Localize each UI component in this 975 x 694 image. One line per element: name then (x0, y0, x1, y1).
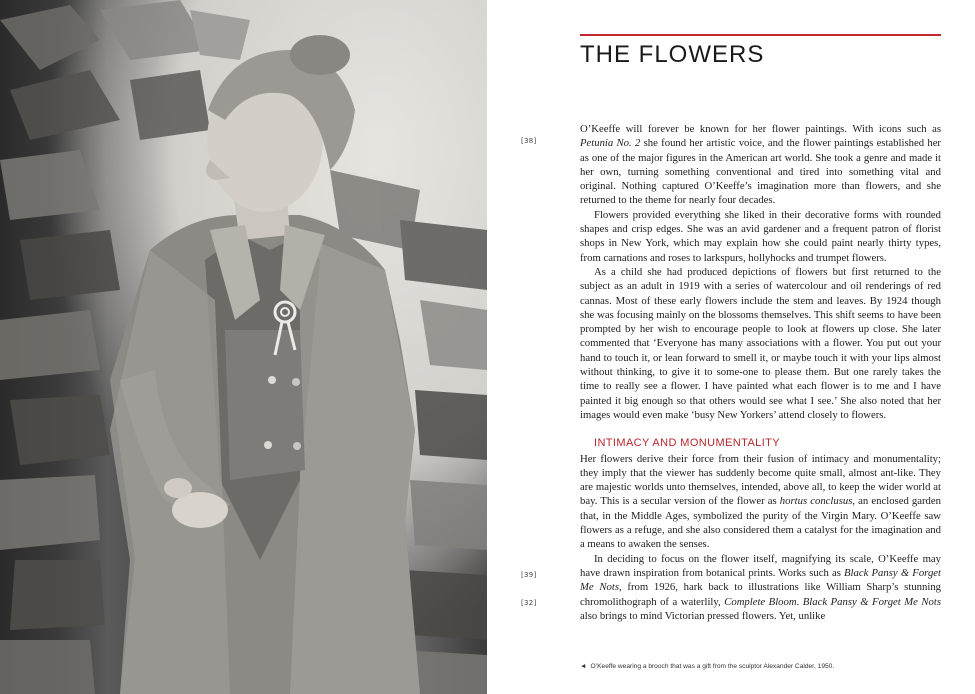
body-text (580, 122, 941, 623)
paragraph (580, 265, 941, 422)
photo-caption (580, 663, 834, 670)
text-run: , an enclosed garden that, in the Middle Ages, symbolized the purity of the Virgin Mary. O’Keeffe saw flowers as a refuge, and she also considered them a catalyst for the imagination and a means to awaken the senses. (580, 495, 941, 551)
margin-reference: [32] (521, 599, 537, 607)
text-run: also brings to mind Victorian pressed flowers. Yet, unlike (580, 609, 826, 622)
paragraph (580, 452, 941, 552)
italic-title: Black Pansy & Forget Me Nots (580, 566, 941, 594)
italic-title: hortus conclusus (779, 495, 853, 508)
paragraph (580, 122, 941, 208)
text-run: As a child she had produced depictions of flowers but first returned to the subject as an adult in 1919 with a series of watercolour and oil renderings of red cannas. Most of these early flowers include the stem and leaves. By 1924 though she was focusing mainly on the blossoms themselves. This shift seems to have been prompted by her wish to encourage people to look at flowers up close. She later commented that ‘Everyone has many associations with a flower. You put out your hand to touch it, or lean forward to smell it, or maybe touch it with your lips almost without thinking, to give it to some-one to please them. But one rarely takes the time to really see a flower. I have painted what each flower is to me and I have painted it big enough so that others would see what I see.’ She also noted that her images would even make ‘busy New Yorkers’ attend closely to flowers. (580, 265, 941, 421)
italic-title: Petunia No. 2 (580, 137, 641, 150)
text-run: Flowers provided everything she liked in their decorative forms with rounded shapes and crisp edges. She was an avid gardener and a frequent patron of florist shops in New York, which may explain how she could paint nearly thirty types, from carnations and roses to larkspurs, hollyhocks and trumpet flowers. (580, 208, 941, 264)
margin-reference: [39] (521, 571, 537, 579)
text-run: , from 1926, hark back to illustrations like William Sharp’s stunning chromolithograph of a waterlily, (580, 581, 942, 608)
text-run: Her flowers derive their force from their fusion of intimacy and monumentality; they imply that the viewer has suddenly become quite small, almost ant-like. They are majestic worlds unto themselves, intended, above all, to keep the wider world at bay. This is a secular version of the flower as (580, 452, 941, 508)
italic-title: Complete Bloom (724, 595, 797, 608)
portrait-illustration (0, 0, 487, 694)
text-run: In deciding to focus on the flower itself, magnifying its scale, O’Keeffe may have drawn inspiration from botanical prints. Works such as (580, 552, 941, 579)
caption-arrow-icon: ◄ (580, 663, 587, 670)
text-run: . (796, 595, 803, 608)
title-rule (580, 34, 941, 36)
text-run: O’Keeffe will forever be known for her flower paintings. With icons such as (580, 123, 941, 135)
margin-reference: [38] (521, 137, 537, 145)
portrait-photo (0, 0, 487, 694)
text-run: she found her artistic voice, and the flower paintings established her as one of the major figures in the American art world. She took a genre and made it her own, turning something conventional and tired into something vital and original. Nothing captured O’Keeffe’s imagination more than flowers, and she returned to the theme for nearly four decades. (580, 137, 941, 207)
paragraph (580, 208, 941, 265)
subheading: INTIMACY AND MONUMENTALITY (594, 437, 781, 450)
caption-text: O’Keeffe wearing a brooch that was a gift from the sculptor Alexander Calder, 1950. (590, 663, 835, 670)
paragraph (580, 552, 941, 623)
page-title: THE FLOWERS (580, 41, 765, 68)
italic-title: Black Pansy & Forget Me Nots (802, 595, 942, 608)
